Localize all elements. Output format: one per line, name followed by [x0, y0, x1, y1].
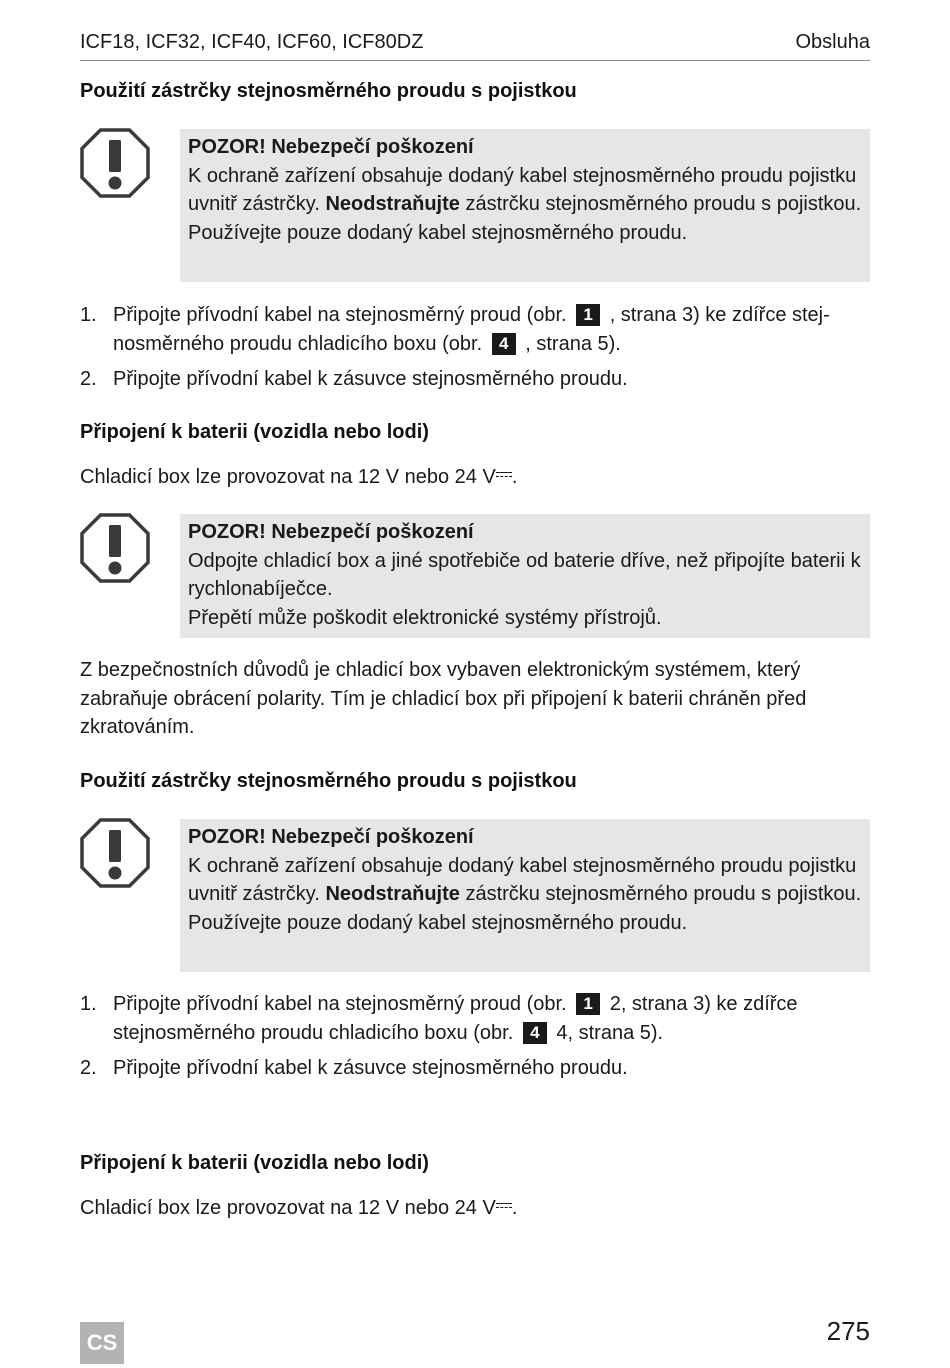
exclamation-octagon-icon [80, 513, 150, 583]
warning-title: POZOR! Nebezpečí poškození [188, 826, 474, 848]
section-title-fused-plug: Použití zástrčky stejnosměrného proudu s pojistkou [80, 80, 577, 102]
exclamation-octagon-icon [80, 128, 150, 198]
warning-box [180, 819, 870, 972]
figure-badge: 4 [523, 1022, 547, 1044]
section-title-fused-plug-2: Použití zástrčky stejnosměrného proudu s pojistkou [80, 770, 577, 792]
list-item: 1. Připojte přívodní kabel na stejnosměrný proud (obr. 1 , strana 3) ke zdířce stej-nosměrného proudu chladicího boxu (obr. 4 , strana 5). [80, 304, 830, 355]
page-number: 275 [826, 1316, 870, 1346]
dc-symbol-icon [496, 1201, 512, 1213]
warning-text-2: Používejte pouze dodaný kabel stejnosměrného proudu. [188, 911, 688, 934]
list-item: 2. Připojte přívodní kabel k zásuvce stejnosměrného proudu. [80, 1057, 628, 1079]
dc-symbol-icon [496, 470, 512, 482]
page-header [80, 30, 870, 61]
language-badge: CS [80, 1322, 124, 1364]
warning-text: K ochraně zařízení obsahuje dodaný kabel stejnosměrného proudu pojistku uvnitř zástrčky. Neodstraňujte zástrčku stejnosměrného proudu s pojistkou. [188, 854, 862, 905]
warning-text: Odpojte chladicí box a jiné spotřebiče od baterie dříve, než připojíte baterii k rychlonabíječce. [188, 549, 861, 600]
figure-badge: 4 [492, 333, 516, 355]
list-item: 1. Připojte přívodní kabel na stejnosměrný proud (obr. 1 2, strana 3) ke zdířce stejnosměrného proudu chladicího boxu (obr. 4 4, strana 5). [80, 993, 798, 1044]
warning-text: K ochraně zařízení obsahuje dodaný kabel stejnosměrného proudu pojistku uvnitř zástrčky. Neodstraňujte zástrčku stejnosměrného proudu s pojistkou. [188, 164, 862, 215]
exclamation-octagon-icon [80, 818, 150, 888]
warning-text-2: Přepětí může poškodit elektronické systémy přístrojů. [188, 606, 662, 629]
figure-badge: 1 [576, 993, 600, 1015]
battery-intro-2: Chladicí box lze provozovat na 12 V nebo 24 V . [80, 1197, 518, 1219]
section-title-battery: Připojení k baterii (vozidla nebo lodi) [80, 421, 429, 443]
section-title-battery-2: Připojení k baterii (vozidla nebo lodi) [80, 1152, 429, 1174]
warning-title: POZOR! Nebezpečí poškození [188, 521, 474, 543]
list-item: 2. Připojte přívodní kabel k zásuvce stejnosměrného proudu. [80, 368, 628, 390]
step-list [80, 990, 870, 1090]
header-section: Obsluha [795, 31, 870, 53]
warning-text-2: Používejte pouze dodaný kabel stejnosměrného proudu. [188, 221, 688, 244]
warning-box [180, 514, 870, 638]
warning-title: POZOR! Nebezpečí poškození [188, 136, 474, 158]
figure-badge: 1 [576, 304, 600, 326]
header-models: ICF18, ICF32, ICF40, ICF60, ICF80DZ [80, 31, 424, 53]
warning-box [180, 129, 870, 282]
battery-intro: Chladicí box lze provozovat na 12 V nebo 24 V . [80, 466, 518, 488]
polarity-paragraph: Z bezpečnostních důvodů je chladicí box vybaven elektronickým systémem, který zabraňuje obrácení polarity. Tím je chladicí box při připojení k baterii chráněn před zkratováním. [80, 659, 807, 738]
step-list [80, 301, 870, 401]
